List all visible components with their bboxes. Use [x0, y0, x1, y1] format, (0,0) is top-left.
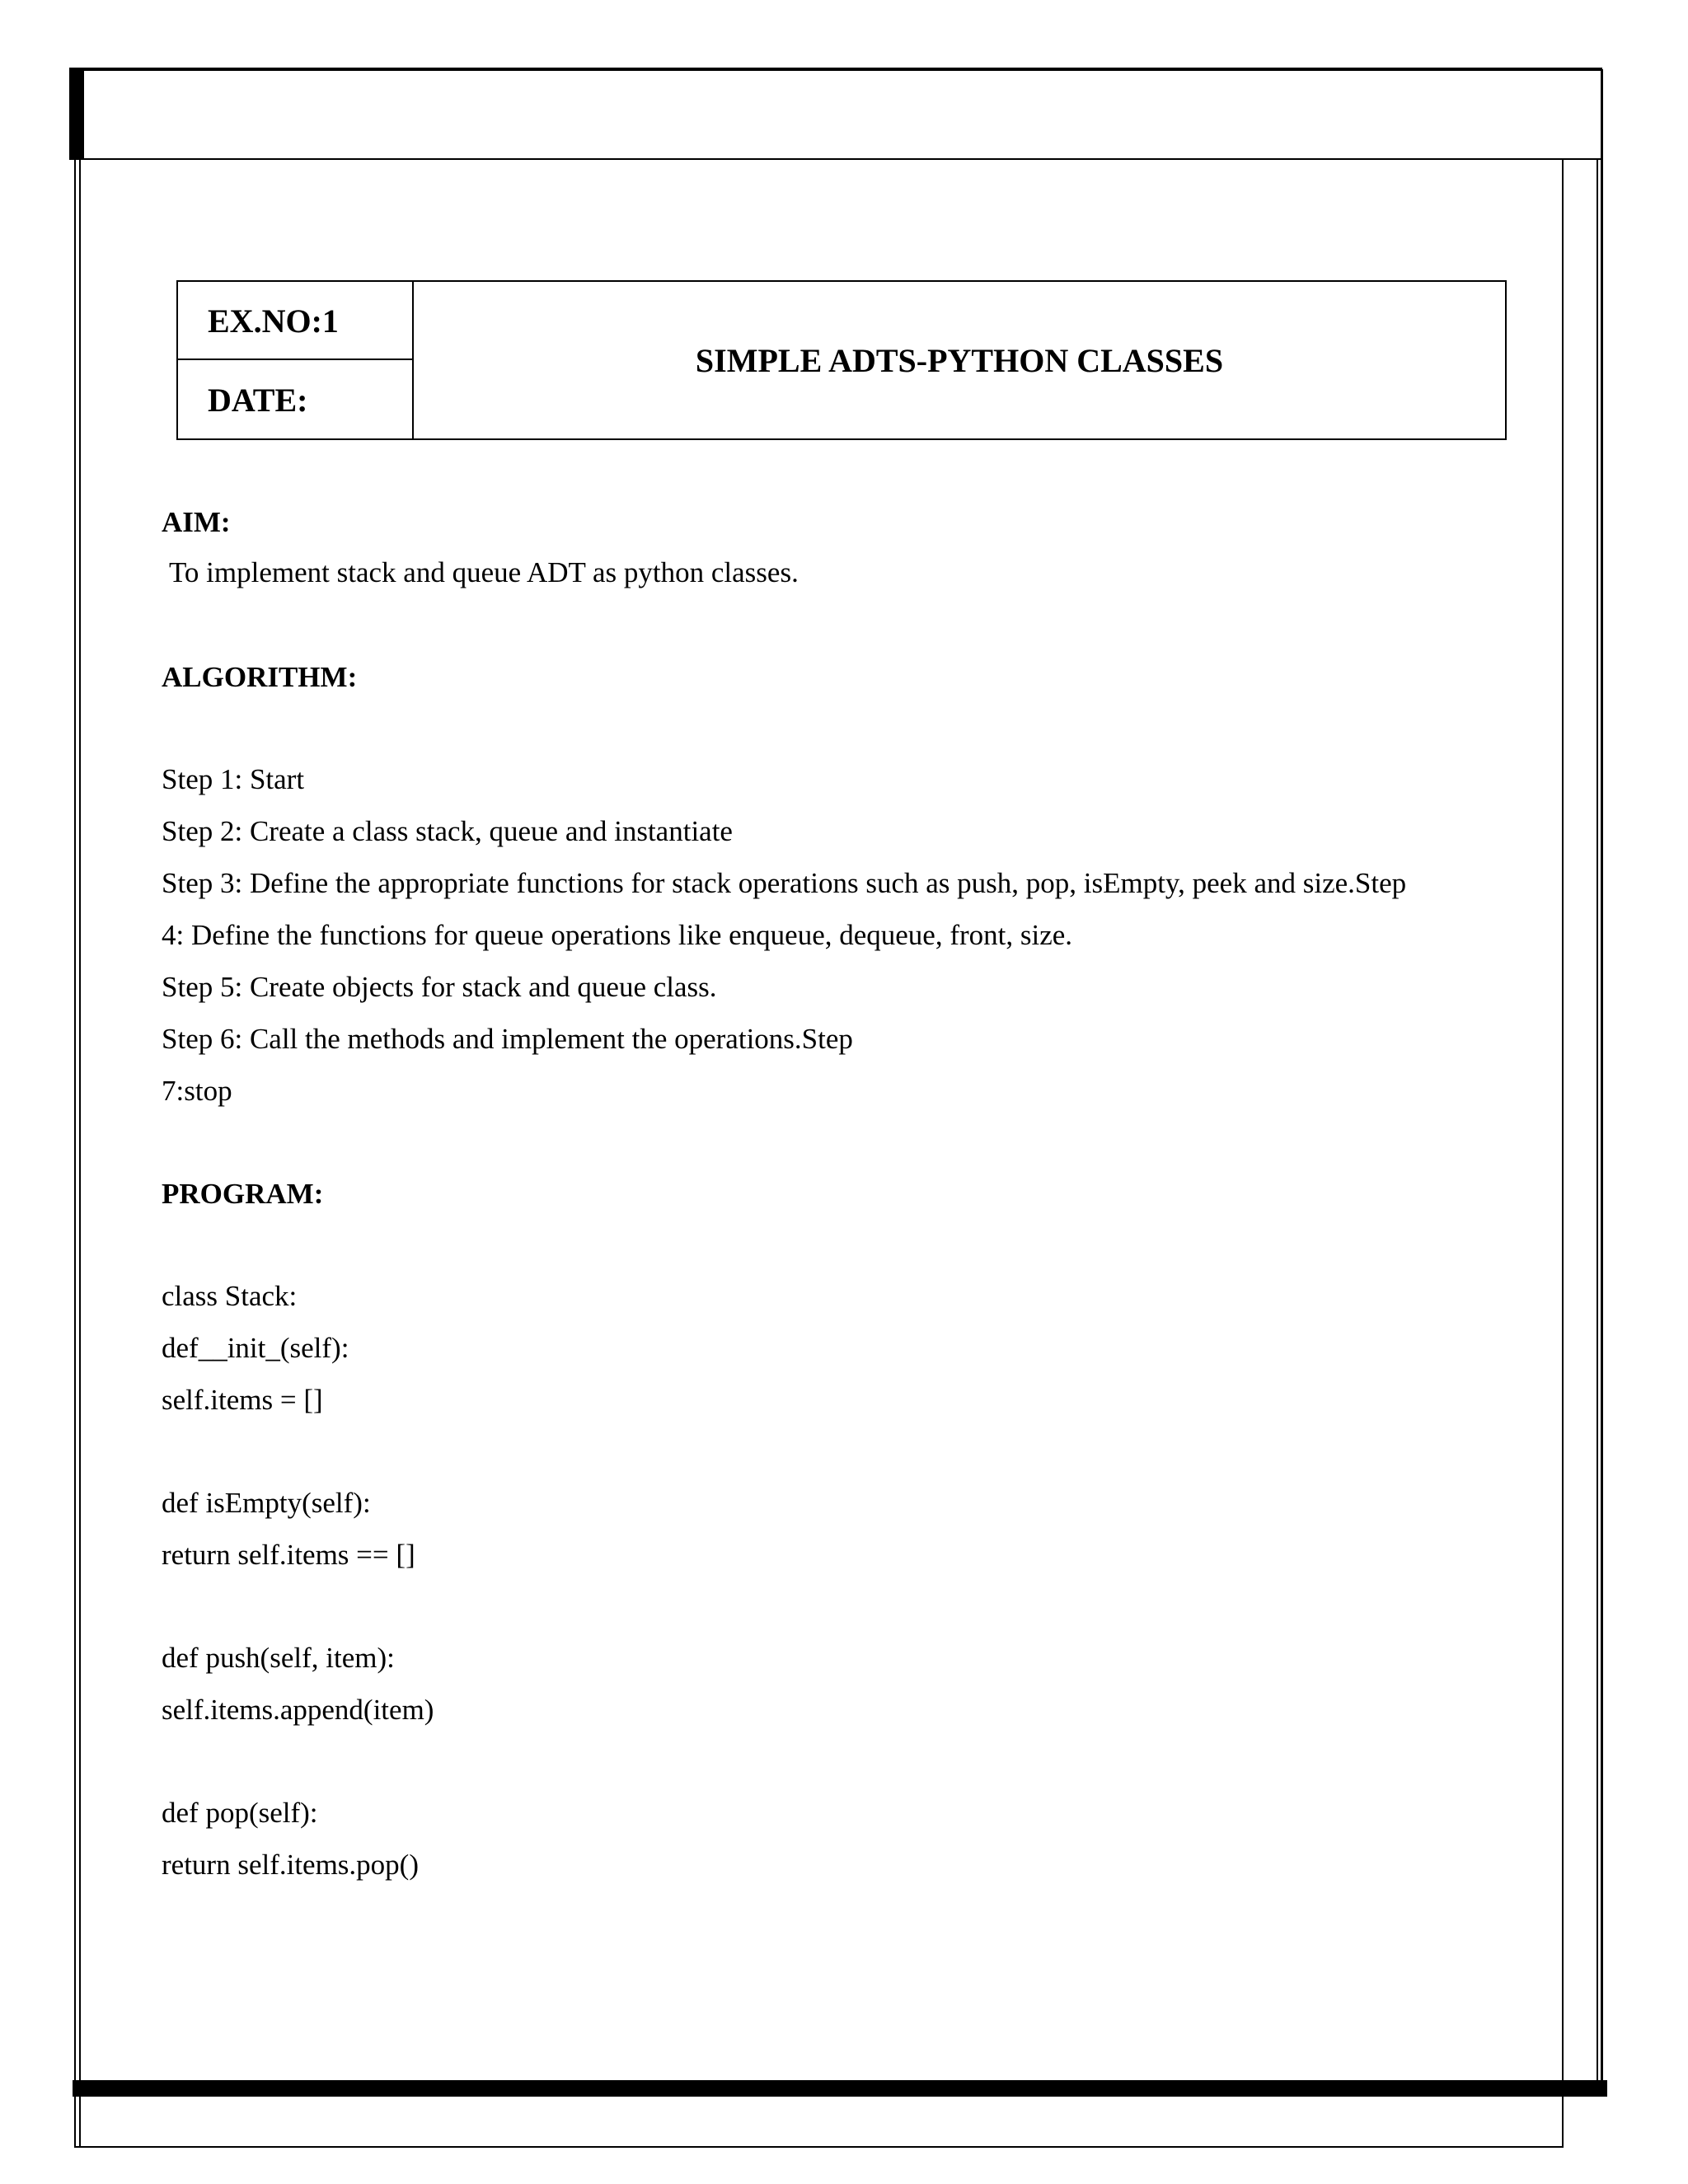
algorithm-step: Step 6: Call the methods and implement the operations.Step [162, 1023, 853, 1055]
algorithm-step: Step 2: Create a class stack, queue and instantiate [162, 815, 733, 847]
frame-bottom-border [76, 2146, 1564, 2148]
code-line: self.items.append(item) [162, 1694, 434, 1726]
algorithm-step: Step 1: Start [162, 763, 305, 795]
code-line: def__init_(self): [162, 1332, 349, 1364]
code-line: def push(self, item): [162, 1642, 395, 1674]
frame-right-border-inner [1562, 160, 1564, 2148]
frame-bottom-thick-border [73, 2080, 1607, 2097]
code-line: class Stack: [162, 1280, 298, 1312]
code-line: return self.items.pop() [162, 1849, 419, 1881]
algorithm-step: Step 5: Create objects for stack and queue class. [162, 971, 717, 1003]
algorithm-heading: ALGORITHM: [162, 661, 358, 693]
exercise-date-label: DATE: [208, 382, 308, 419]
frame-top-border [69, 68, 1602, 71]
algorithm-step: Step 3: Define the appropriate functions for stack operations such as push, pop, isEmpty, peek and size.Step [162, 867, 1407, 899]
frame-left-border [74, 160, 76, 2148]
algorithm-step: 7:stop [162, 1075, 232, 1107]
exercise-header-table [176, 280, 1507, 440]
frame-right-border-outer [1601, 69, 1603, 2097]
aim-text: To implement stack and queue ADT as python classes. [169, 556, 799, 588]
exercise-info-column [178, 282, 414, 438]
code-line: return self.items == [] [162, 1539, 415, 1571]
code-line: self.items = [] [162, 1384, 323, 1416]
program-heading: PROGRAM: [162, 1178, 324, 1210]
exercise-number: EX.NO:1 [178, 282, 412, 360]
frame-header-divider [84, 158, 1602, 160]
code-line: def pop(self): [162, 1797, 318, 1829]
frame-left-border-inner [79, 160, 81, 2148]
frame-right-border-middle [1597, 160, 1598, 2097]
code-line: def isEmpty(self): [162, 1487, 371, 1519]
exercise-title: SIMPLE ADTS-PYTHON CLASSES [695, 341, 1224, 379]
algorithm-step: 4: Define the functions for queue operations like enqueue, dequeue, front, size. [162, 919, 1073, 951]
aim-heading: AIM: [162, 506, 231, 538]
frame-left-thick-bar [69, 68, 84, 160]
